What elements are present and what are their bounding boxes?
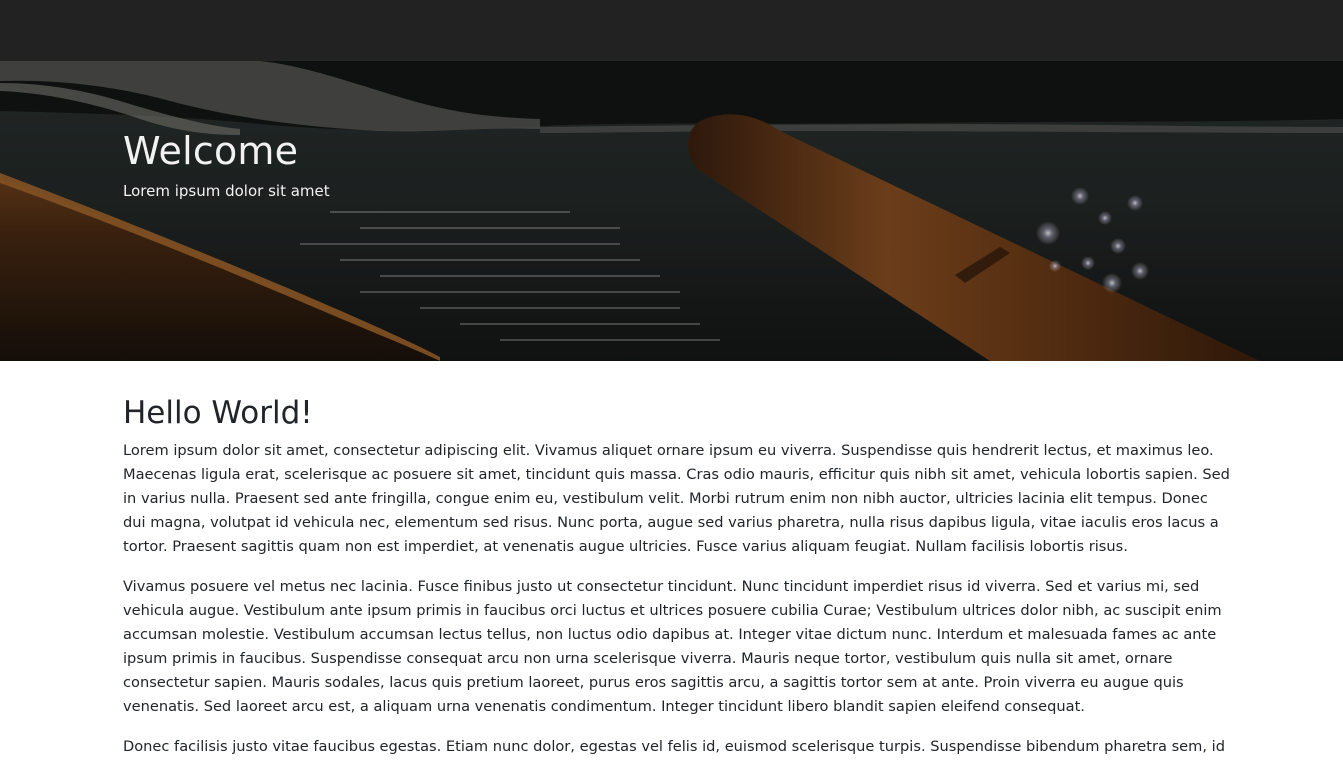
top-navbar [0, 0, 1343, 62]
hero-banner [0, 61, 1343, 361]
hero-caption [123, 129, 330, 201]
body-paragraph: Vivamus posuere vel metus nec lacinia. Fusce finibus justo ut consectetur tincidunt. Nunc tincidunt imperdiet risus id viverra. Sed et varius mi, sed vehicula augue. Vestibulum ante ipsum primis in faucibus orci luctus et ultrices posuere cubilia Curae; Vestibulum ultrices dolor nibh, ac suscipit enim accumsan molestie. Vestibulum accumsan lectus tellus, non luctus odio dapibus at. Integer vitae dictum nunc. Interdum et malesuada fames ac ante ipsum primis in faucibus. Suspendisse consequat arcu non urna scelerisque viverra. Mauris neque tortor, vestibulum quis nulla sit amet, ornare consectetur sapien. Mauris sodales, lacus quis pretium laoreet, purus eros sagittis arcu, a sagittis tortor sem at ante. Proin viverra eu augue quis venenatis. Sed laoreet arcu est, a aliquam urna venenatis condimentum. Integer tincidunt libero blandit sapien eleifend consequat. [123, 578, 1222, 715]
hero-background-image [0, 61, 1343, 361]
hero-title: Welcome [123, 129, 299, 173]
hero-subtitle: Lorem ipsum dolor sit amet [123, 182, 330, 200]
body-paragraph: Lorem ipsum dolor sit amet, consectetur adipiscing elit. Vivamus aliquet ornare ipsum eu viverra. Suspendisse quis hendrerit lectus, et maximus leo. Maecenas ligula erat, scelerisque ac posuere sit amet, tincidunt quis massa. Cras odio mauris, efficitur quis nibh sit amet, vehicula lobortis sapien. Sed in varius nulla. Praesent sed ante fringilla, congue enim eu, vestibulum velit. Morbi rutrum enim non nibh auctor, ultricies lacinia elit tempus. Donec dui magna, volutpat id vehicula nec, elementum sed risus. Nunc porta, augue sed varius pharetra, nulla risus dapibus ligula, vitae iaculis eros lacus a tortor. Praesent sagittis quam non est imperdiet, at venenatis augue ultricies. Fusce varius aliquam feugiat. Nullam facilisis lobortis risus. [123, 442, 1230, 555]
body-paragraph: Donec facilisis justo vitae faucibus egestas. Etiam nunc dolor, egestas vel felis id, euismod scelerisque turpis. Suspendisse bibendum pharetra sem, id [123, 738, 1225, 755]
main-content [123, 393, 1235, 775]
page-heading: Hello World! [123, 395, 313, 431]
